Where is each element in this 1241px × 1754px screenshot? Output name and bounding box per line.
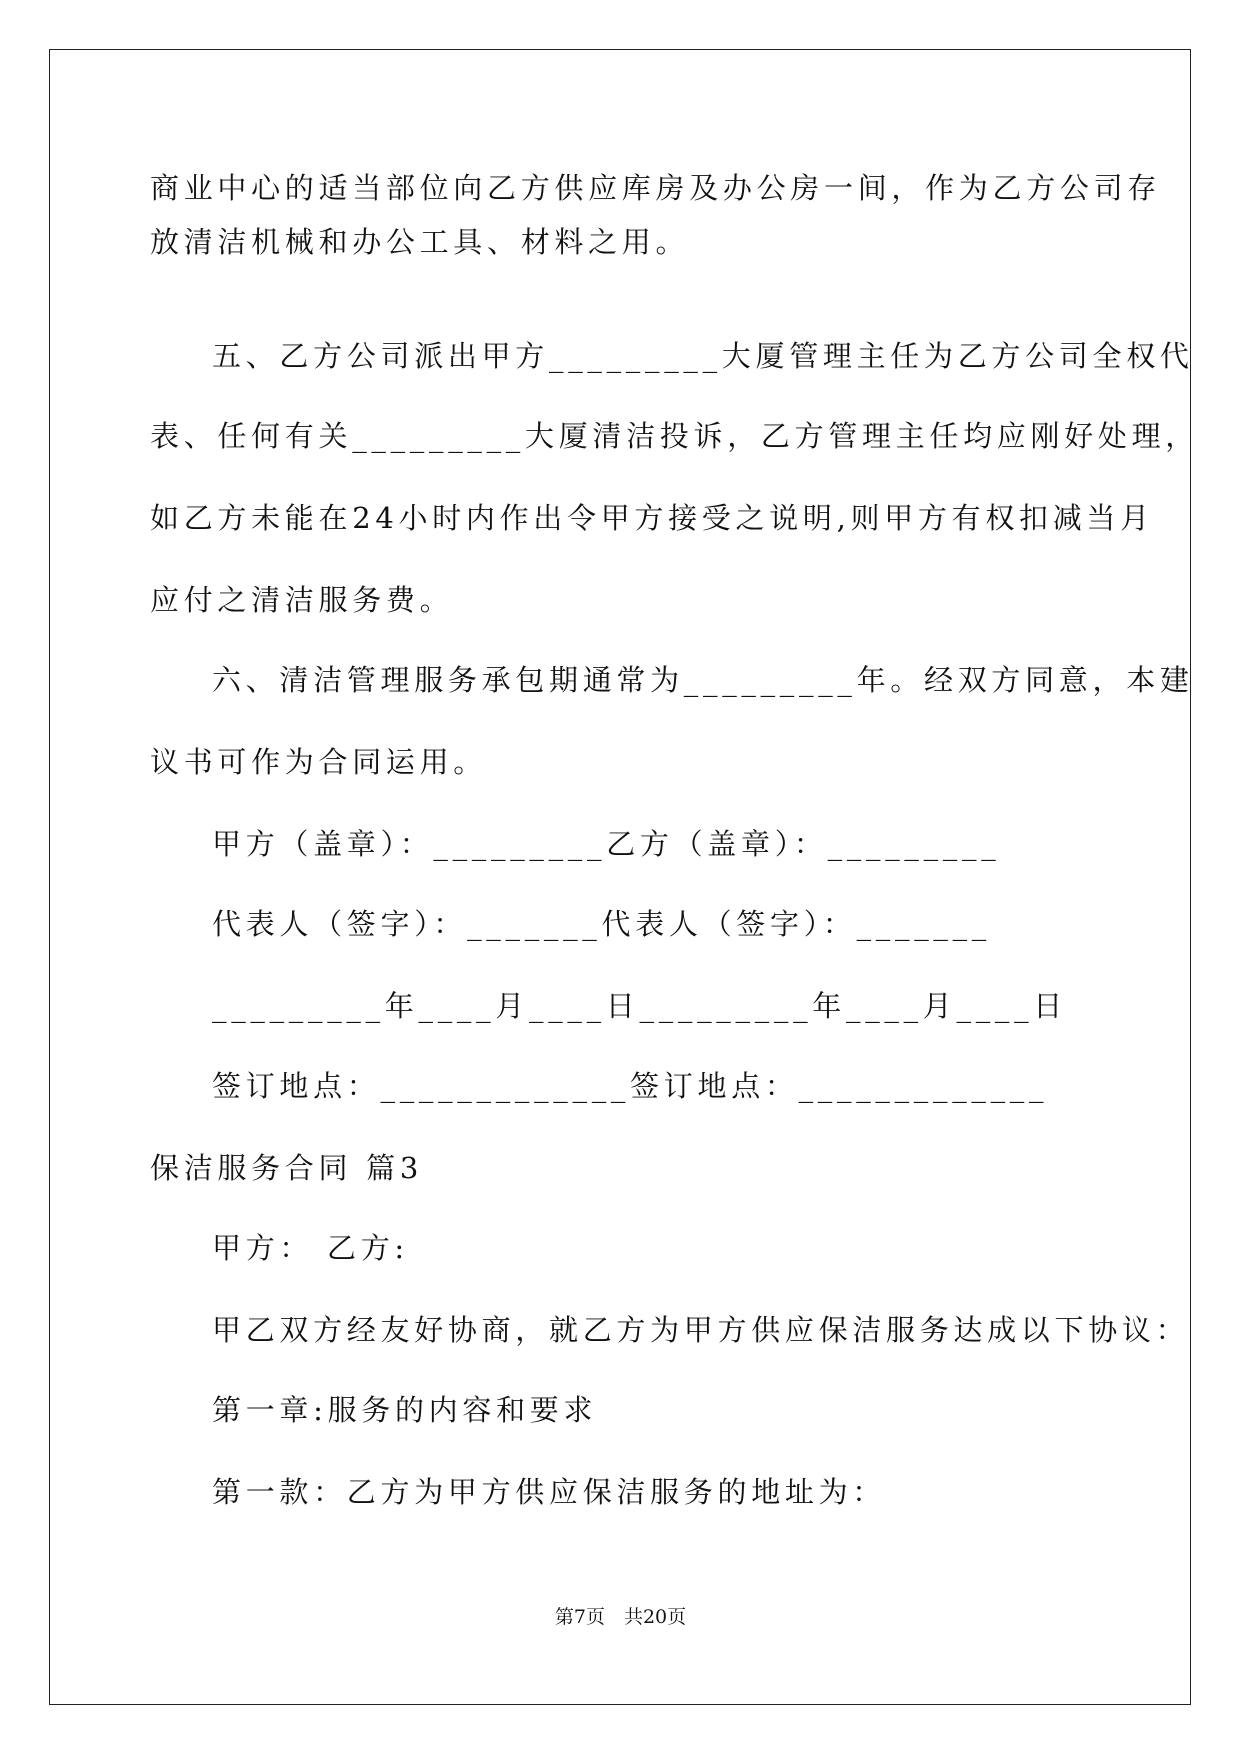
signing-place-line: 签订地点：_____________签订地点：_____________ — [212, 1069, 1049, 1103]
paragraph-line: 应付之清洁服务费。 — [150, 583, 454, 617]
paragraph-line: 放清洁机械和办公工具、材料之用。 — [150, 225, 690, 259]
representative-signature-line: 代表人（签字）：_______代表人（签字）：_______ — [212, 907, 992, 941]
paragraph-line: 如乙方未能在24小时内作出令甲方接受之说明,则甲方有权扣减当月 — [150, 501, 1154, 535]
party-stamp-line: 甲方（盖章）：_________乙方（盖章）：_________ — [212, 827, 1001, 861]
clause-six: 六、清洁管理服务承包期通常为_________年。经双方同意，本建 — [212, 663, 1194, 697]
paragraph-line: 议书可作为合同运用。 — [150, 745, 488, 779]
date-line: _________年____月____日_________年____月____日 — [212, 989, 1068, 1023]
paragraph-line: 商业中心的适当部位向乙方供应库房及办公房一间，作为乙方公司存 — [150, 171, 1162, 205]
section-heading: 保洁服务合同 篇3 — [150, 1151, 423, 1185]
article-one: 第一款：乙方为甲方供应保洁服务的地址为： — [212, 1475, 887, 1509]
page-border — [49, 49, 1191, 1705]
clause-five: 五、乙方公司派出甲方_________大厦管理主任为乙方公司全权代 — [212, 339, 1194, 373]
page-number: 第7页 共20页 — [554, 1606, 687, 1628]
chapter-heading: 第一章:服务的内容和要求 — [212, 1393, 598, 1427]
paragraph-line: 表、任何有关_________大厦清洁投诉，乙方管理主任均应刚好处理， — [150, 419, 1200, 453]
parties-line: 甲方： 乙方: — [212, 1231, 409, 1265]
agreement-intro: 甲乙双方经友好协商，就乙方为甲方供应保洁服务达成以下协议： — [212, 1313, 1190, 1347]
